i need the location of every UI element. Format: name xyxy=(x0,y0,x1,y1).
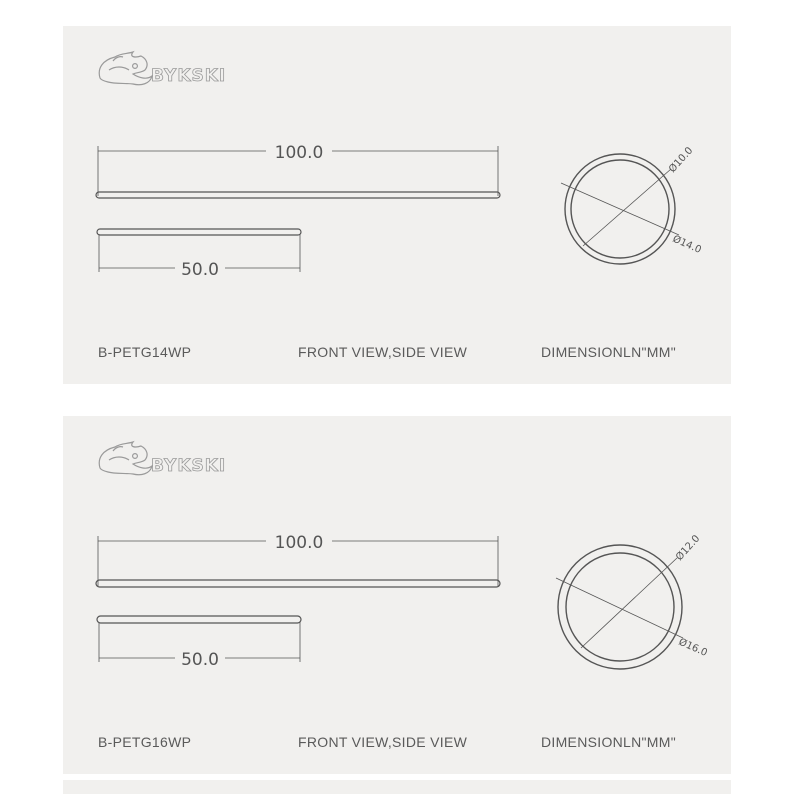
brand-wordmark: BYKSKI xyxy=(151,66,227,86)
outer-diameter-label: Ø14.0 xyxy=(670,233,703,256)
short-tube-length-label: 50.0 xyxy=(181,260,219,280)
long-tube-length-label: 100.0 xyxy=(274,143,324,163)
inner-wall-circle xyxy=(566,553,674,661)
product-panel-petg16 xyxy=(63,416,731,774)
short-tube xyxy=(97,616,301,623)
bykski-logo xyxy=(99,442,226,476)
tube-cross-section xyxy=(556,545,683,669)
long-tube xyxy=(96,192,500,198)
technical-drawing xyxy=(63,416,731,774)
tube-cross-section xyxy=(561,154,679,264)
brand-wordmark: BYKSKI xyxy=(151,456,227,476)
dragon-head-icon xyxy=(99,442,152,475)
unit-caption: DIMENSIONLN"MM" xyxy=(541,734,676,750)
next-panel-edge xyxy=(63,780,731,794)
view-caption: FRONT VIEW,SIDE VIEW xyxy=(298,344,468,360)
dragon-head-icon xyxy=(99,52,152,85)
long-tube xyxy=(96,580,500,587)
long-tube-length-label: 100.0 xyxy=(274,533,324,553)
bykski-logo xyxy=(99,52,226,86)
product-panel-petg14 xyxy=(63,26,731,384)
inner-diameter-leader xyxy=(581,558,677,648)
inner-diameter-leader xyxy=(583,169,671,246)
view-caption: FRONT VIEW,SIDE VIEW xyxy=(298,734,468,750)
unit-caption: DIMENSIONLN"MM" xyxy=(541,344,676,360)
short-tube xyxy=(97,229,301,235)
outer-diameter-leader xyxy=(556,578,683,638)
outer-wall-circle xyxy=(558,545,682,669)
short-tube-length-label: 50.0 xyxy=(181,650,219,670)
model-number: B-PETG14WP xyxy=(98,344,192,360)
model-number: B-PETG16WP xyxy=(98,734,192,750)
technical-drawing xyxy=(63,26,731,384)
outer-diameter-label: Ø16.0 xyxy=(676,636,709,659)
inner-diameter-label: Ø12.0 xyxy=(674,533,703,564)
inner-diameter-label: Ø10.0 xyxy=(667,145,696,176)
outer-diameter-leader xyxy=(561,183,679,235)
